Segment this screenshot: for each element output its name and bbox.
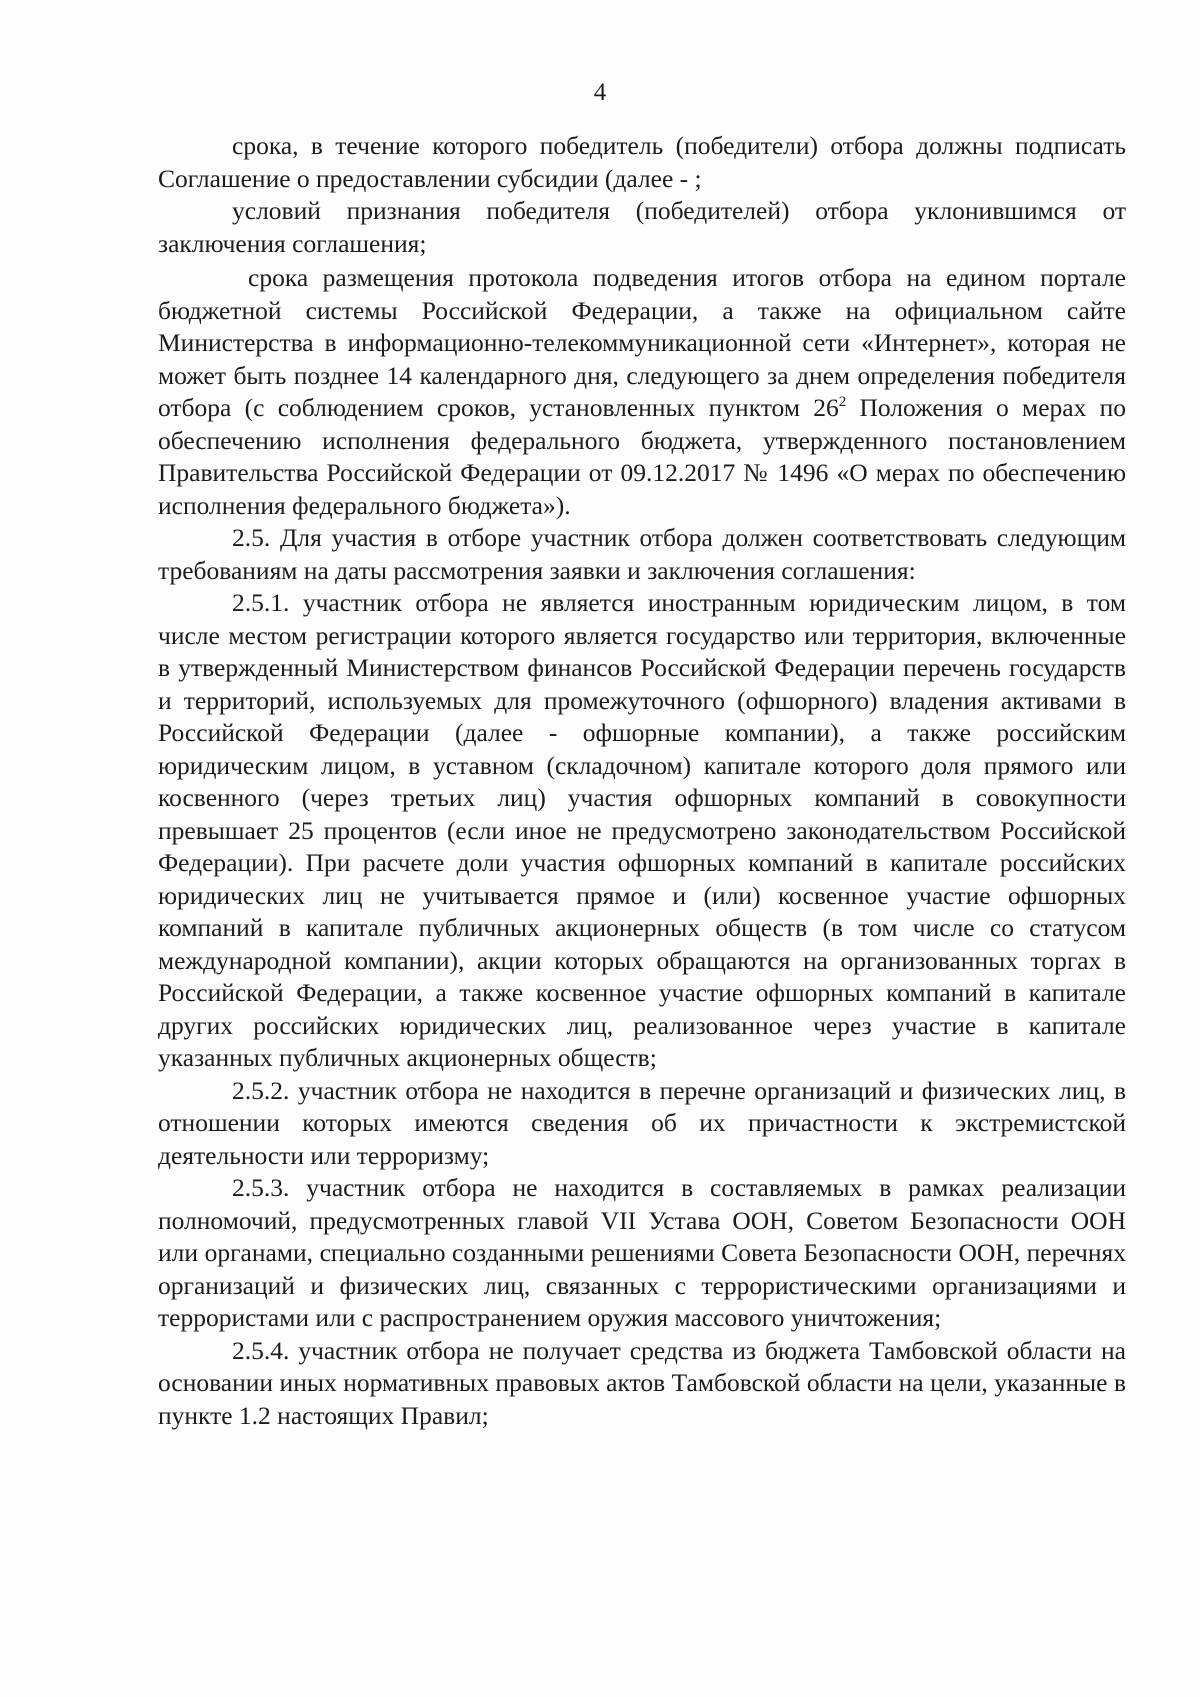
page-number: 4: [593, 79, 607, 106]
paragraph-2-5-1-offshore: 2.5.1. участник отбора не является иностранным юридическим лицом, в том числе местом регистрации которого является государство или территория, включенные в утвержденный Министерством финансов Российской Федерации перечень государств и территорий, используемых для промежуточного (офшорного) владения активами в Российской Федерации (далее - офшорные компании), а также российским юридическим лицом, в уставном (складочном) капитале которого доля прямого или косвенного (через третьих лиц) участия офшорных компаний в совокупности превышает 25 процентов (если иное не предусмотрено законодательством Российской Федерации). При расчете доли участия офшорных компаний в капитале российских юридических лиц не учитывается прямое и (или) косвенное участие офшорных компаний в капитале публичных акционерных обществ (в том числе со статусом международной компании), акции которых обращаются на организованных торгах в Российской Федерации, а также косвенное участие офшорных компаний в капитале других российских юридических лиц, реализованное через участие в капитале указанных публичных акционерных обществ;: [158, 588, 1126, 1072]
paragraph-evasion-conditions: условий признания победителя (победителей) отбора уклонившимся от заключения соглашения;: [158, 196, 1126, 258]
paragraph-2-5-requirements: 2.5. Для участия в отборе участник отбора должен соответствовать следующим требованиям на даты рассмотрения заявки и заключения соглашения:: [158, 523, 1126, 585]
paragraph-term-signing: срока, в течение которого победитель (победители) отбора должны подписать Соглашение о предоставлении субсидии (далее - ;: [158, 131, 1126, 193]
paragraph-2-5-4-budget-funds: 2.5.4. участник отбора не получает средства из бюджета Тамбовской области на основании иных нормативных правовых актов Тамбовской области на цели, указанные в пункте 1.2 настоящих Правил;: [158, 1335, 1126, 1430]
superscript-index: 2: [838, 394, 847, 410]
paragraph-2-5-3-un-lists: 2.5.3. участник отбора не находится в составляемых в рамках реализации полномочий, предусмотренных главой VII Устава ООН, Советом Безопасности ООН или органами, специально созданными решениями Совета Безопасности ООН, перечнях организаций и физических лиц, связанных с террористическими организациями и террористами или с распространением оружия массового уничтожения;: [158, 1173, 1126, 1332]
document-body: [158, 130, 1126, 1432]
paragraph-protocol-text-end: Положения о мерах по обеспечению исполнения федерального бюджета, утвержденного постановлением Правительства Российской Федерации от 09.12.2017 № 1496 «О мерах по обеспечению исполнения федерального бюджета»).: [158, 393, 1126, 520]
paragraph-protocol-text-start: срока размещения протокола подведения итогов отбора на едином портале бюджетной системы Российской Федерации, а также на официальном сайте Министерства в информационно-телекоммуникационной сети «Интернет», которая не может быть позднее 14 календарного дня, следующего за днем определения победителя отбора (с соблюдением сроков, установленных пунктом 26: [158, 263, 1126, 422]
paragraph-protocol-publication: [158, 262, 1126, 522]
paragraph-2-5-2-extremism: 2.5.2. участник отбора не находится в перечне организаций и физических лиц, в отношении которых имеются сведения об их причастности к экстремистской деятельности или терроризму;: [158, 1075, 1126, 1170]
